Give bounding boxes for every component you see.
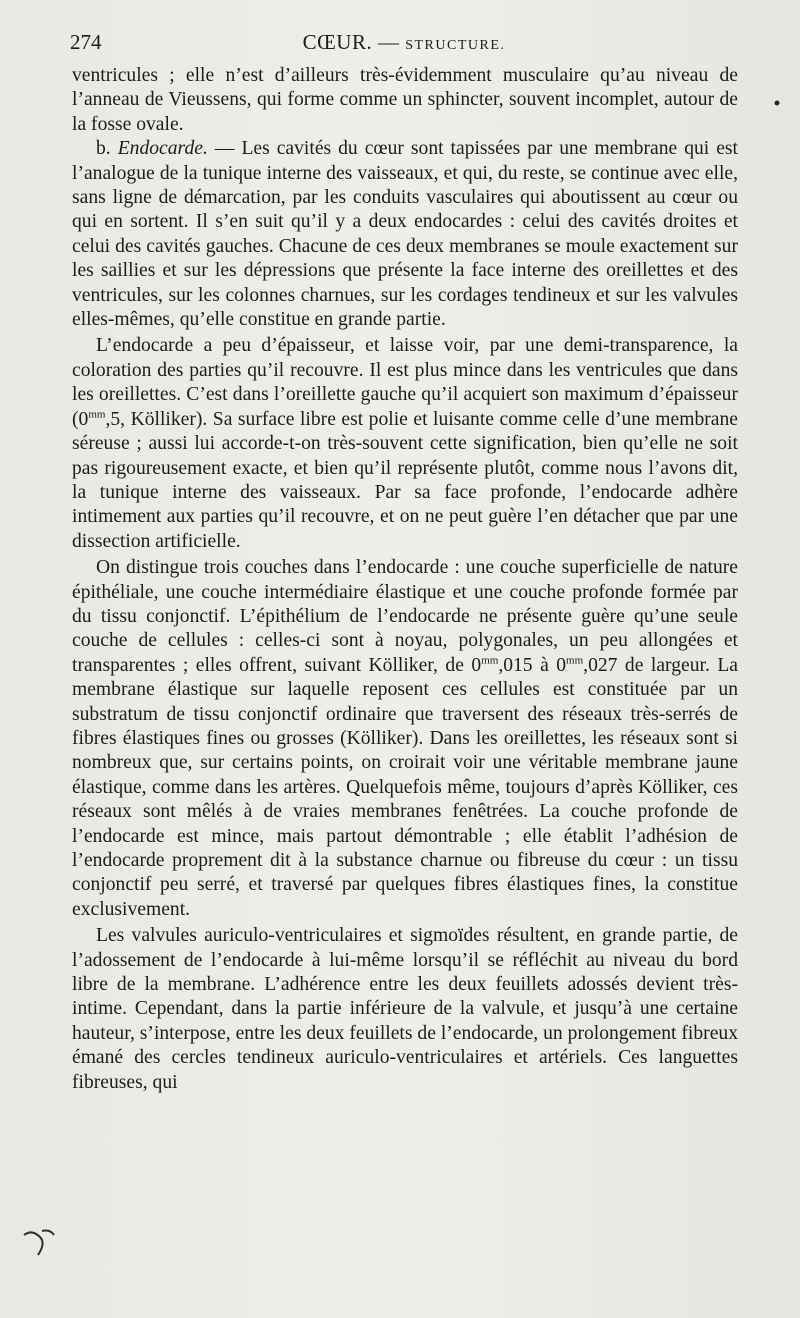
unit-superscript: mm bbox=[566, 654, 584, 667]
paragraph-5 bbox=[72, 924, 738, 1095]
page-number: 274 bbox=[70, 30, 102, 54]
running-title-main: CŒUR. bbox=[302, 30, 373, 54]
paragraph-2 bbox=[72, 137, 738, 332]
unit-superscript: mm bbox=[88, 408, 106, 421]
running-title-separator: — bbox=[372, 30, 406, 54]
paragraph-text: On distingue trois couches dans l’endocarde : une couche superficielle de nature épithéliale, une couche intermédiaire élastique et une couche profonde formée par du tissu conjonctif. L’épithélium de l’endocarde ne présente guère qu’une seule couche de cellules : celles-ci sont à noyau, polygonales, un peu allongées et transparentes ; elles offrent, suivant Kölliker, de 0 bbox=[72, 557, 738, 676]
running-title-section: STRUCTURE. bbox=[405, 38, 506, 53]
paragraph-1 bbox=[72, 64, 738, 137]
pencil-mark bbox=[20, 1225, 60, 1261]
paragraph-text: ,5, Kölliker). Sa surface libre est polie et luisante comme celle d’une membrane séreuse ; aussi lui accorde-t-on très-souvent cette signification, bien qu’elle ne soit pas rigoureusement exacte, et bien qu’il représente plutôt, comme nous l’avons dit, la tunique interne des vaisseaux. Par sa face profonde, l’endocarde adhère intimement aux parties qu’il recouvre, et on ne peut guère l’en détacher que par une dissection artificielle. bbox=[72, 408, 738, 552]
running-title bbox=[70, 30, 738, 55]
paragraph-3 bbox=[72, 334, 738, 554]
paragraph-text: ventricules ; elle n’est d’ailleurs très-évidemment musculaire qu’au niveau de l’anneau de Vieussens, qui forme comme un sphincter, souvent incomplet, autour de la fosse ovale. bbox=[72, 65, 738, 135]
paragraph-4 bbox=[72, 556, 738, 922]
ink-dot bbox=[772, 98, 782, 108]
paragraph-text: ,015 à 0 bbox=[498, 654, 567, 676]
page-header bbox=[70, 30, 738, 56]
section-label: b. bbox=[96, 138, 118, 160]
paragraph-text: Les valvules auriculo-ventriculaires et sigmoïdes résultent, en grande partie, de l’adossement de l’endocarde à lui-même lorsqu’il se réfléchit au niveau du bord libre de la membrane. L’adhérence entre les deux feuillets adossés devient très-intime. Cependant, dans la partie inférieure de la valvule, et jusqu’à une certaine hauteur, s’interpose, entre les deux feuillets de l’endocarde, un prolongement fibreux émané des cercles tendineux auriculo-ventriculaires et artériels. Ces languettes fibreuses, qui bbox=[72, 925, 738, 1093]
section-heading: Endocarde. bbox=[117, 138, 208, 160]
paragraph-text: ,027 de largeur. La membrane élastique sur laquelle reposent ces cellules est constituée par un substratum de tissu conjonctif ordinaire que traversent des réseaux très-serrés de fibres élastiques fines ou grosses (Kölliker). Dans les oreillettes, les réseaux sont si nombreux que, sur certains points, on croirait voir une véritable membrane jaune élastique, comme dans les artères. Quelquefois même, toujours d’après Kölliker, ces réseaux sont mêlés à de vraies membranes fenêtrées. La couche profonde de l’endocarde est mince, mais partout démontrable ; elle établit l’adhésion de l’endocarde proprement dit à la substance charnue ou fibreuse du cœur : un tissu conjonctif peu serré, et traversé par quelques fibres élastiques fines, la constitue exclusivement. bbox=[72, 654, 738, 920]
unit-superscript: mm bbox=[481, 654, 499, 667]
paragraph-text: L’endocarde a peu d’épaisseur, et laisse voir, par une demi-transparence, la coloration des parties qu’il recouvre. Il est plus mince dans les ventricules que dans les oreillettes. C’est dans l’oreillette gauche qu’il acquiert son maximum d’épaisseur (0 bbox=[72, 335, 738, 430]
body-text bbox=[72, 64, 738, 1095]
paragraph-text: — Les cavités du cœur sont tapissées par une membrane qui est l’analogue de la tunique interne des vaisseaux, et qui, du reste, se continue avec elle, sans ligne de démarcation, par les conduits vasculaires qui aboutissent au cœur ou qui en sortent. Il s’en suit qu’il y a deux endocardes : celui des cavités droites et celui des cavités gauches. Chacune de ces deux membranes se moule exactement sur les saillies et sur les dépressions que présente la face interne des oreillettes et des ventricules, sur les colonnes charnues, sur les cordages tendineux et sur les valvules elles-mêmes, qu’elle constitue en grande partie. bbox=[72, 138, 738, 331]
